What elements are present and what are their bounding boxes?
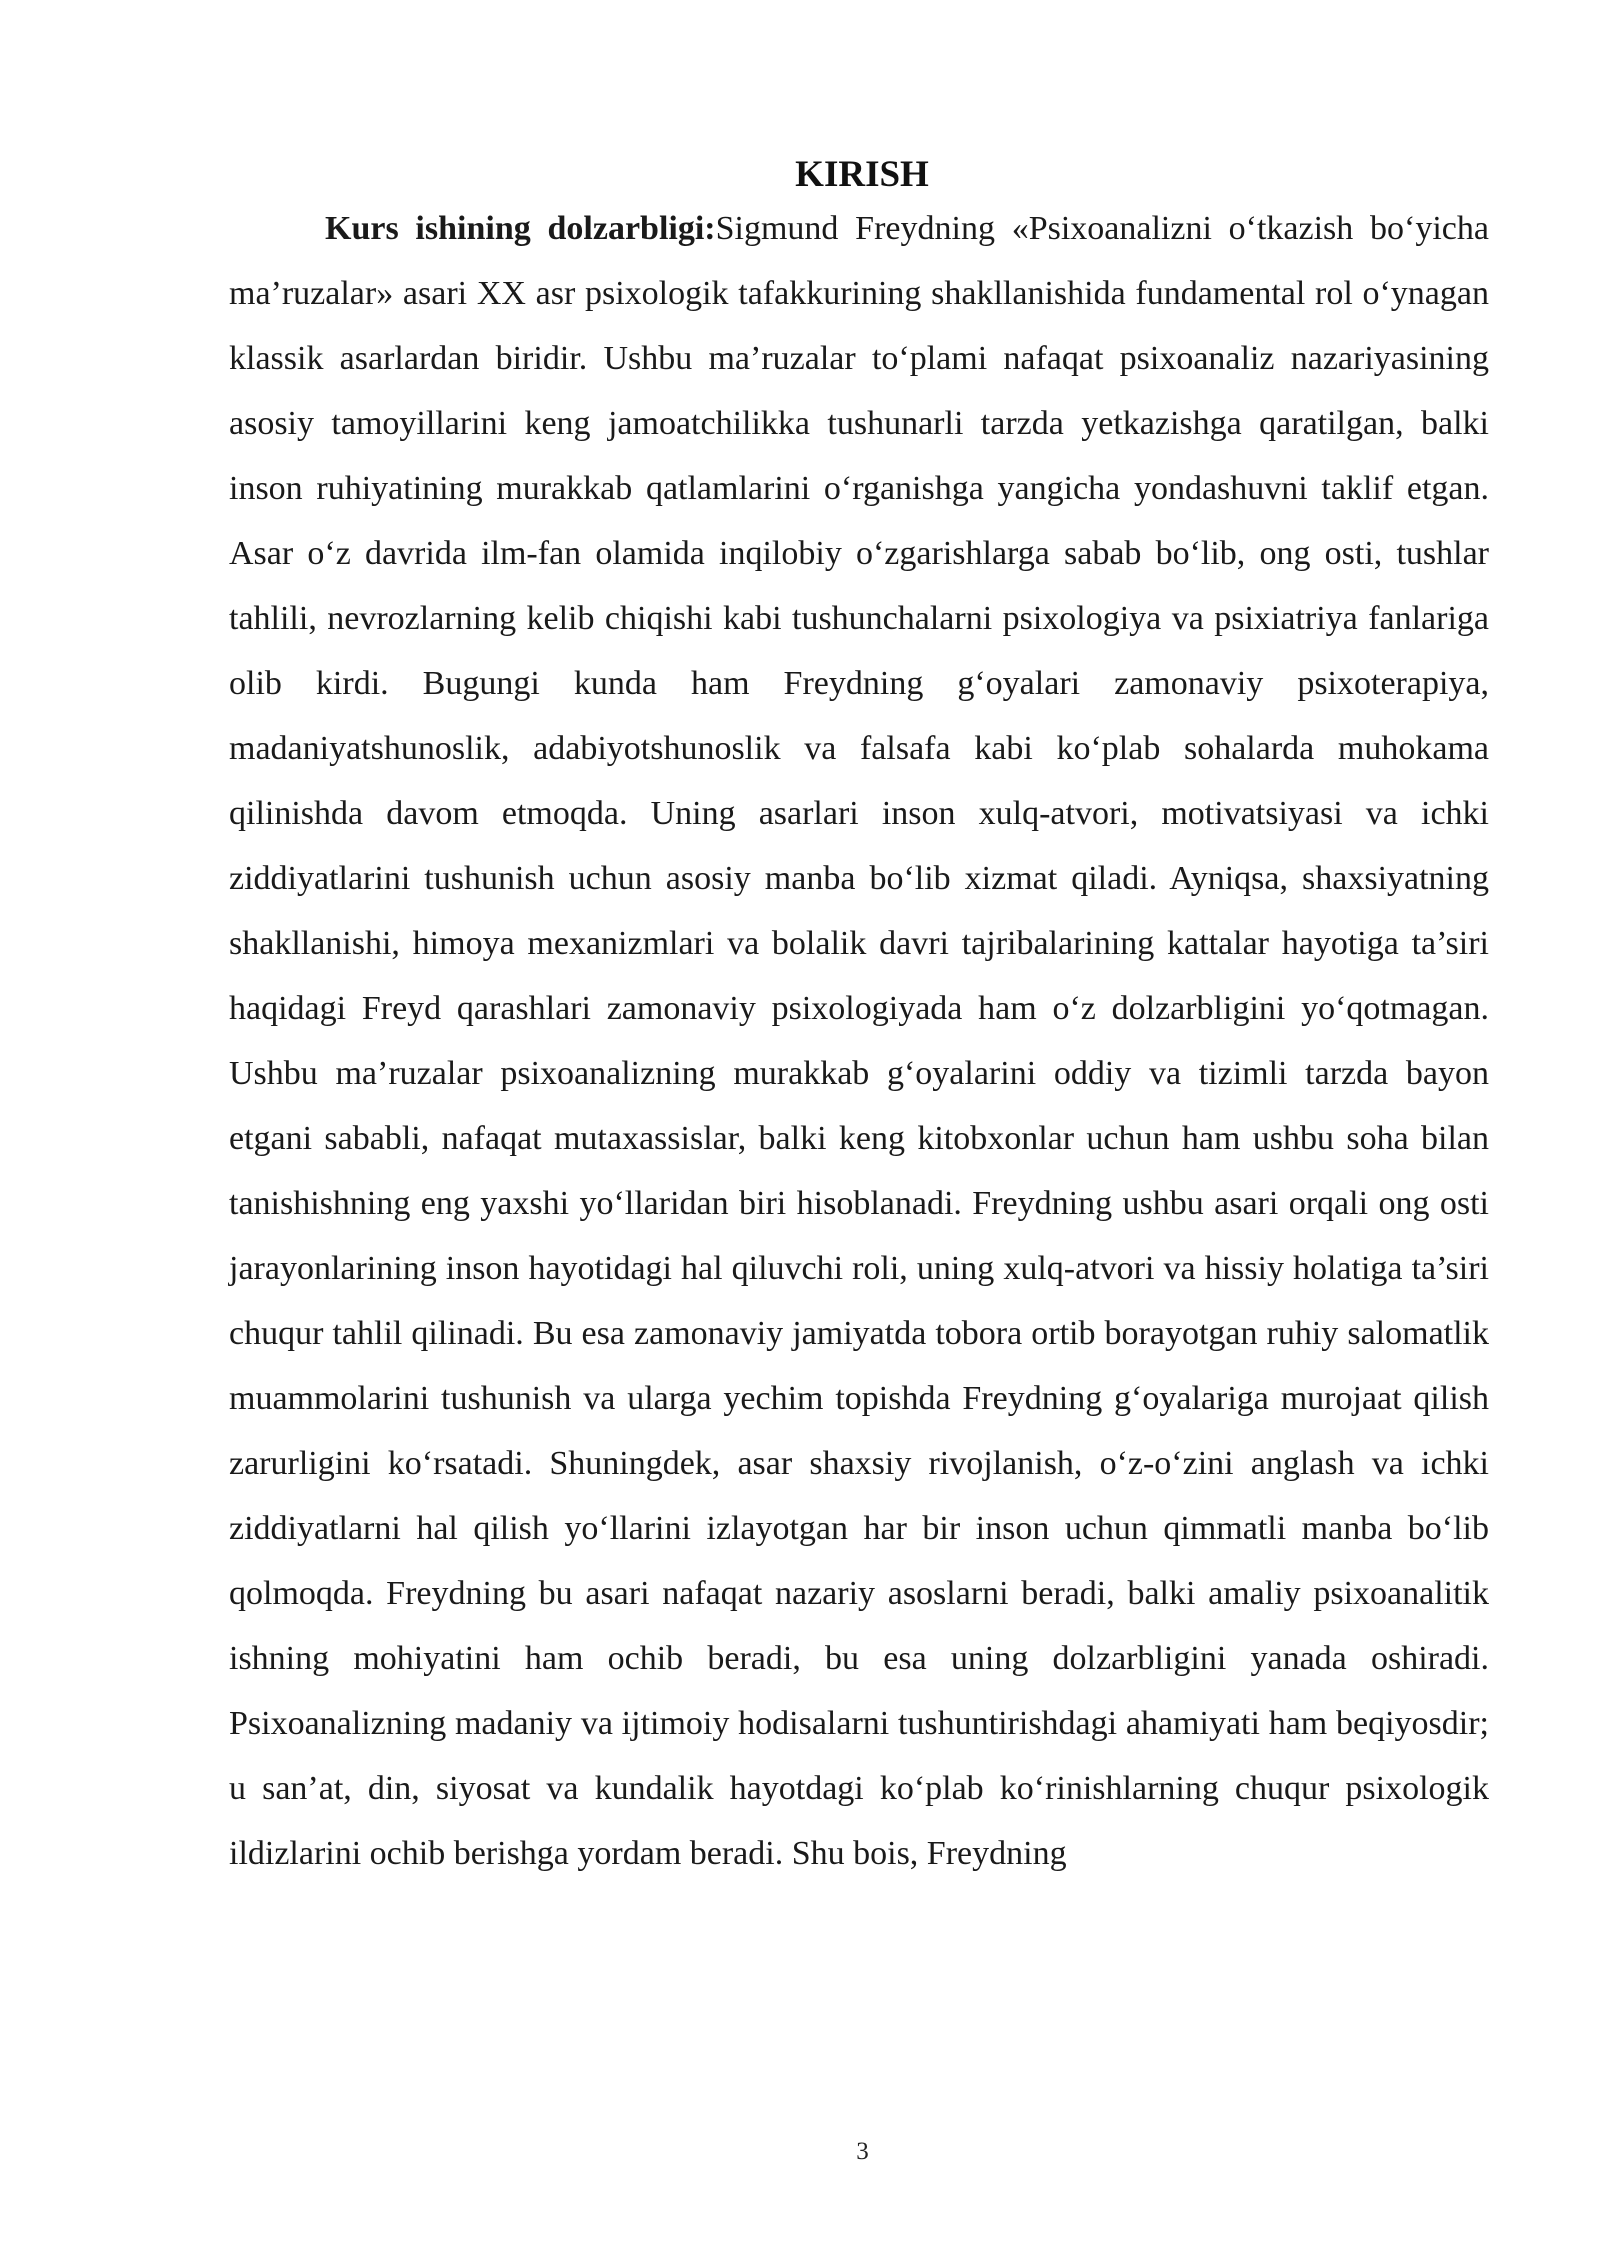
- paragraph-text: Sigmund Freydning «Psixoanalizni o‘tkazish bo‘yicha ma’ruzalar» asari XX asr psixologik tafakkurining shakllanishida fundamental rol o‘ynagan klassik asarlardan biridir. Ushbu ma’ruzalar to‘plami nafaqat psixoanaliz nazariyasining asosiy tamoyillarini keng jamoatchilikka tushunarli tarzda yetkazishga qaratilgan, balki inson ruhiyatining murakkab qatlamlarini o‘rganishga yangicha yondashuvni taklif etgan. Asar o‘z davrida ilm-fan olamida inqilobiy o‘zgarishlarga sabab bo‘lib, ong osti, tushlar tahlili, nevrozlarning kelib chiqishi kabi tushunchalarni psixologiya va psixiatriya fanlariga olib kirdi. Bugungi kunda ham Freydning g‘oyalari zamonaviy psixoterapiya, madaniyatshunoslik, adabiyotshunoslik va falsafa kabi ko‘plab sohalarda muhokama qilinishda davom etmoqda. Uning asarlari inson xulq-atvori, motivatsiyasi va ichki ziddiyatlarini tushunish uchun asosiy manba bo‘lib xizmat qiladi. Ayniqsa, shaxsiyatning shakllanishi, himoya mexanizmlari va bolalik davri tajribalarining kattalar hayotiga ta’siri haqidagi Freyd qarashlari zamonaviy psixologiyada ham o‘z dolzarbligini yo‘qotmagan. Ushbu ma’ruzalar psixoanalizning murakkab g‘oyalarini oddiy va tizimli tarzda bayon etgani sababli, nafaqat mutaxassislar, balki keng kitobxonlar uchun ham ushbu soha bilan tanishishning eng yaxshi yo‘llaridan biri hisoblanadi. Freydning ushbu asari orqali ong osti jarayonlarining inson hayotidagi hal qiluvchi roli, uning xulq-atvori va hissiy holatiga ta’siri chuqur tahlil qilinadi. Bu esa zamonaviy jamiyatda tobora ortib borayotgan ruhiy salomatlik muammolarini tushunish va ularga yechim topishda Freydning g‘oyalariga murojaat qilish zarurligini ko‘rsatadi. Shuningdek, asar shaxsiy rivojlanish, o‘z-o‘zini anglash va ichki ziddiyatlarni hal qilish yo‘llarini izlayotgan har bir inson uchun qimmatli manba bo‘lib qolmoqda. Freydning bu asari nafaqat nazariy asoslarni beradi, balki amaliy psixoanalitik ishning mohiyatini ham ochib beradi, bu esa uning dolzarbligini yanada oshiradi. Psixoanalizning madaniy va ijtimoiy hodisalarni tushuntirishdagi ahamiyati ham beqiyosdir; u san’at, din, siyosat va kundalik hayotdagi ko‘plab ko‘rinishlarning chuqur psixologik ildizlarini ochib berishga yordam beradi. Shu bois, Freydning: [229, 210, 1489, 1872]
- body-paragraph: [229, 196, 1489, 1886]
- page-title: KIRISH: [795, 154, 929, 195]
- page-number: 3: [856, 2138, 869, 2165]
- lead-label: Kurs ishining dolzarbligi:: [325, 210, 716, 247]
- heading-container: [0, 150, 1600, 200]
